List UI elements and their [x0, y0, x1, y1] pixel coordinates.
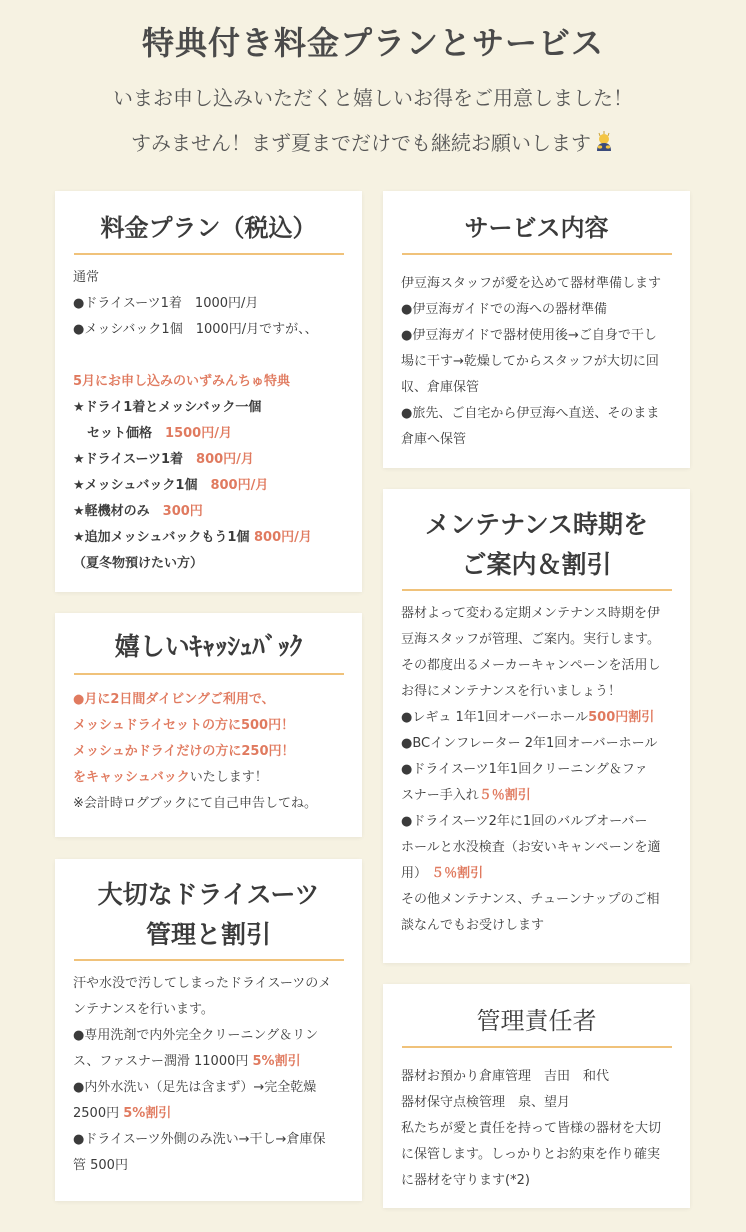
manager-line-2: 器材保守点検管理 泉、望月	[401, 1095, 571, 1111]
maintenance-reg-discount: 500円割引	[588, 710, 655, 725]
maintenance-reg-label: ●レギュ 1年1回オーバーホール	[401, 710, 589, 725]
manager-line-4: に保管します。しっかりとお約束を作り確実	[401, 1147, 660, 1163]
maintenance-suit2-line-3	[401, 861, 672, 887]
maintenance-suit1-line-2	[401, 783, 672, 809]
manager-line-3: 私たちが愛と責任を持って皆様の器材を大切	[401, 1121, 662, 1137]
normal-label: 通常	[73, 270, 100, 286]
maintenance-card	[383, 489, 690, 963]
page-subtitle-2	[0, 127, 746, 156]
cashback-line-3: メッシュかドライだけの方に250円！	[73, 744, 295, 759]
cashback-body	[73, 675, 344, 817]
service-card	[383, 191, 690, 468]
cashback-line-4	[73, 765, 344, 791]
extra-line	[73, 525, 344, 551]
page-subtitle-1: いまお申し込みいただくと嬉しいお得をご用意しました！	[113, 86, 633, 110]
maintenance-title	[401, 489, 672, 589]
suit-care-card	[55, 859, 362, 1201]
manager-card	[383, 984, 690, 1208]
suit-care-line-2: ンテナンスを行います。	[73, 1002, 214, 1017]
maintenance-intro-3: その都度出るメーカーキャンペーンを活用し	[401, 658, 661, 673]
maintenance-reg-line	[401, 705, 672, 731]
service-line-4: 場に干す→乾燥してからスタッフが大切に回	[401, 354, 659, 370]
maintenance-intro-1: 器材よって変わる定期メンテナンス時期を伊	[401, 606, 660, 621]
suit-care-line-4	[73, 1049, 344, 1075]
light-line	[73, 499, 344, 525]
suit-price: 800円/月	[196, 452, 254, 468]
suit-care-line-7: ●ドライスーツ外側のみ洗い→干し→倉庫保	[73, 1132, 326, 1147]
maintenance-suit1-text: スナー手入れ	[401, 788, 479, 803]
manager-title: 管理責任者	[476, 1007, 597, 1035]
set-price: 1500円/月	[165, 426, 232, 442]
set-price-label: セット価格	[87, 426, 153, 442]
maintenance-suit2-line-1: ●ドライスーツ2年に1回のバルブオーバー	[401, 814, 648, 829]
manager-body	[401, 1048, 672, 1194]
maintenance-body	[401, 591, 672, 939]
suit-line	[73, 447, 344, 473]
normal-item-suit: ●ドライスーツ1着 1000円/月	[73, 296, 259, 312]
cashback-card	[55, 613, 362, 837]
light-label: ★軽機材のみ	[73, 504, 150, 520]
service-line-6: ●旅先、ご自宅から伊豆海へ直送、そのまま	[401, 406, 660, 422]
maintenance-outro-1: その他メンテナンス、チューンナップのご相	[401, 892, 660, 907]
maintenance-bc-line: ●BCインフレーター 2年1回オーバーホール	[401, 736, 658, 751]
suit-care-line-5: ●内外水洗い（足先は含まず）→完全乾燥	[73, 1080, 317, 1095]
service-line-3: ●伊豆海ガイドで器材使用後→ご自身で干し	[401, 328, 657, 344]
suit-care-body	[73, 961, 344, 1179]
service-title: サービス内容	[464, 214, 609, 242]
cashback-title: 嬉しいｷｬｯｼｭﾊﾞｯｸ	[114, 632, 303, 661]
price-plan-card	[55, 191, 362, 592]
suit-care-title	[73, 859, 344, 959]
cashback-note: ※会計時ログブックにて自己申告してね。	[73, 796, 317, 811]
cashback-line-2: メッシュドライセットの方に500円！	[73, 718, 295, 733]
cashback-rest: いたします！	[189, 770, 268, 785]
maintenance-outro-2: 談なんでもお受けします	[401, 918, 545, 933]
special-title: 5月にお申し込みのいずみんちゅ特典	[73, 374, 291, 390]
extra-label: ★追加メッシュバックもう1個	[73, 530, 250, 546]
suit-care-title-2: 管理と割引	[145, 920, 271, 949]
suit-care-discount-1: 5%割引	[252, 1054, 301, 1069]
maintenance-intro-4: お得にメンテナンスを行いましょう！	[401, 684, 621, 699]
maintenance-suit1-line-1: ●ドライスーツ1年1回クリーニング＆ファ	[401, 762, 648, 777]
page-subtitle-2-text: すみません！まず夏までだけでも継続お願いします	[131, 131, 591, 155]
set-line-2	[73, 421, 344, 447]
suit-care-title-1: 大切なドライスーツ	[97, 880, 320, 909]
maintenance-intro-2: 豆海スタッフが管理、ご案内。実行します。	[401, 632, 660, 647]
service-line-1: 伊豆海スタッフが愛を込めて器材準備します	[401, 276, 662, 292]
price-plan-body	[73, 255, 344, 577]
manager-line-5: に器材を守ります(*2)	[401, 1173, 530, 1189]
suit-care-full-price: ス、ファスナー潤滑 11000円	[73, 1054, 249, 1069]
service-line-2: ●伊豆海ガイドでの海への器材準備	[401, 302, 607, 318]
service-line-7: 倉庫へ保管	[401, 432, 467, 448]
price-plan-title: 料金プラン（税込）	[100, 214, 317, 242]
maintenance-suit1-discount: ５％割引	[478, 788, 531, 803]
maintenance-title-1: メンテナンス時期を	[424, 510, 648, 539]
mesh-line	[73, 473, 344, 499]
cashback-accent: をキャッシュバック	[73, 770, 190, 785]
suit-care-discount-2: 5%割引	[123, 1106, 172, 1121]
bowing-person-icon	[593, 131, 615, 153]
light-price: 300円	[162, 504, 203, 520]
mesh-price: 800円/月	[210, 478, 269, 494]
extra-note: （夏冬物預けたい方）	[73, 556, 204, 572]
suit-care-line-1: 汗や水没で汚してしまったドライスーツのメ	[73, 976, 332, 991]
maintenance-suit2-discount: ５％割引	[431, 866, 484, 881]
maintenance-suit2-text: 用）	[401, 866, 428, 881]
maintenance-suit2-line-2: ホールと水没検査（お安いキャンペーンを適	[401, 840, 661, 855]
suit-care-line-6	[73, 1101, 344, 1127]
page-title: 特典付き料金プランとサービス	[141, 24, 604, 62]
normal-item-mesh: ●メッシバック1個 1000円/月ですが、、	[73, 322, 318, 338]
manager-line-1: 器材お預かり倉庫管理 吉田 和代	[401, 1069, 610, 1085]
suit-care-line-3: ●専用洗剤で内外完全クリーニング＆リン	[73, 1028, 319, 1043]
service-line-5: 収、倉庫保管	[401, 380, 480, 396]
mesh-label: ★メッシュバック1個	[73, 478, 198, 494]
set-line-1: ★ドライ1着とメッシバック一個	[73, 400, 262, 416]
suit-care-line-8: 管 500円	[73, 1158, 128, 1173]
cashback-line-1: ●月に2日間ダイビングご利用で、	[73, 692, 275, 707]
maintenance-title-2: ご案内＆割引	[461, 550, 612, 579]
extra-price: 800円/月	[253, 530, 312, 546]
service-body	[401, 255, 672, 453]
suit-label: ★ドライスーツ1着	[73, 452, 184, 468]
suit-care-wash-price: 2500円	[73, 1106, 120, 1121]
